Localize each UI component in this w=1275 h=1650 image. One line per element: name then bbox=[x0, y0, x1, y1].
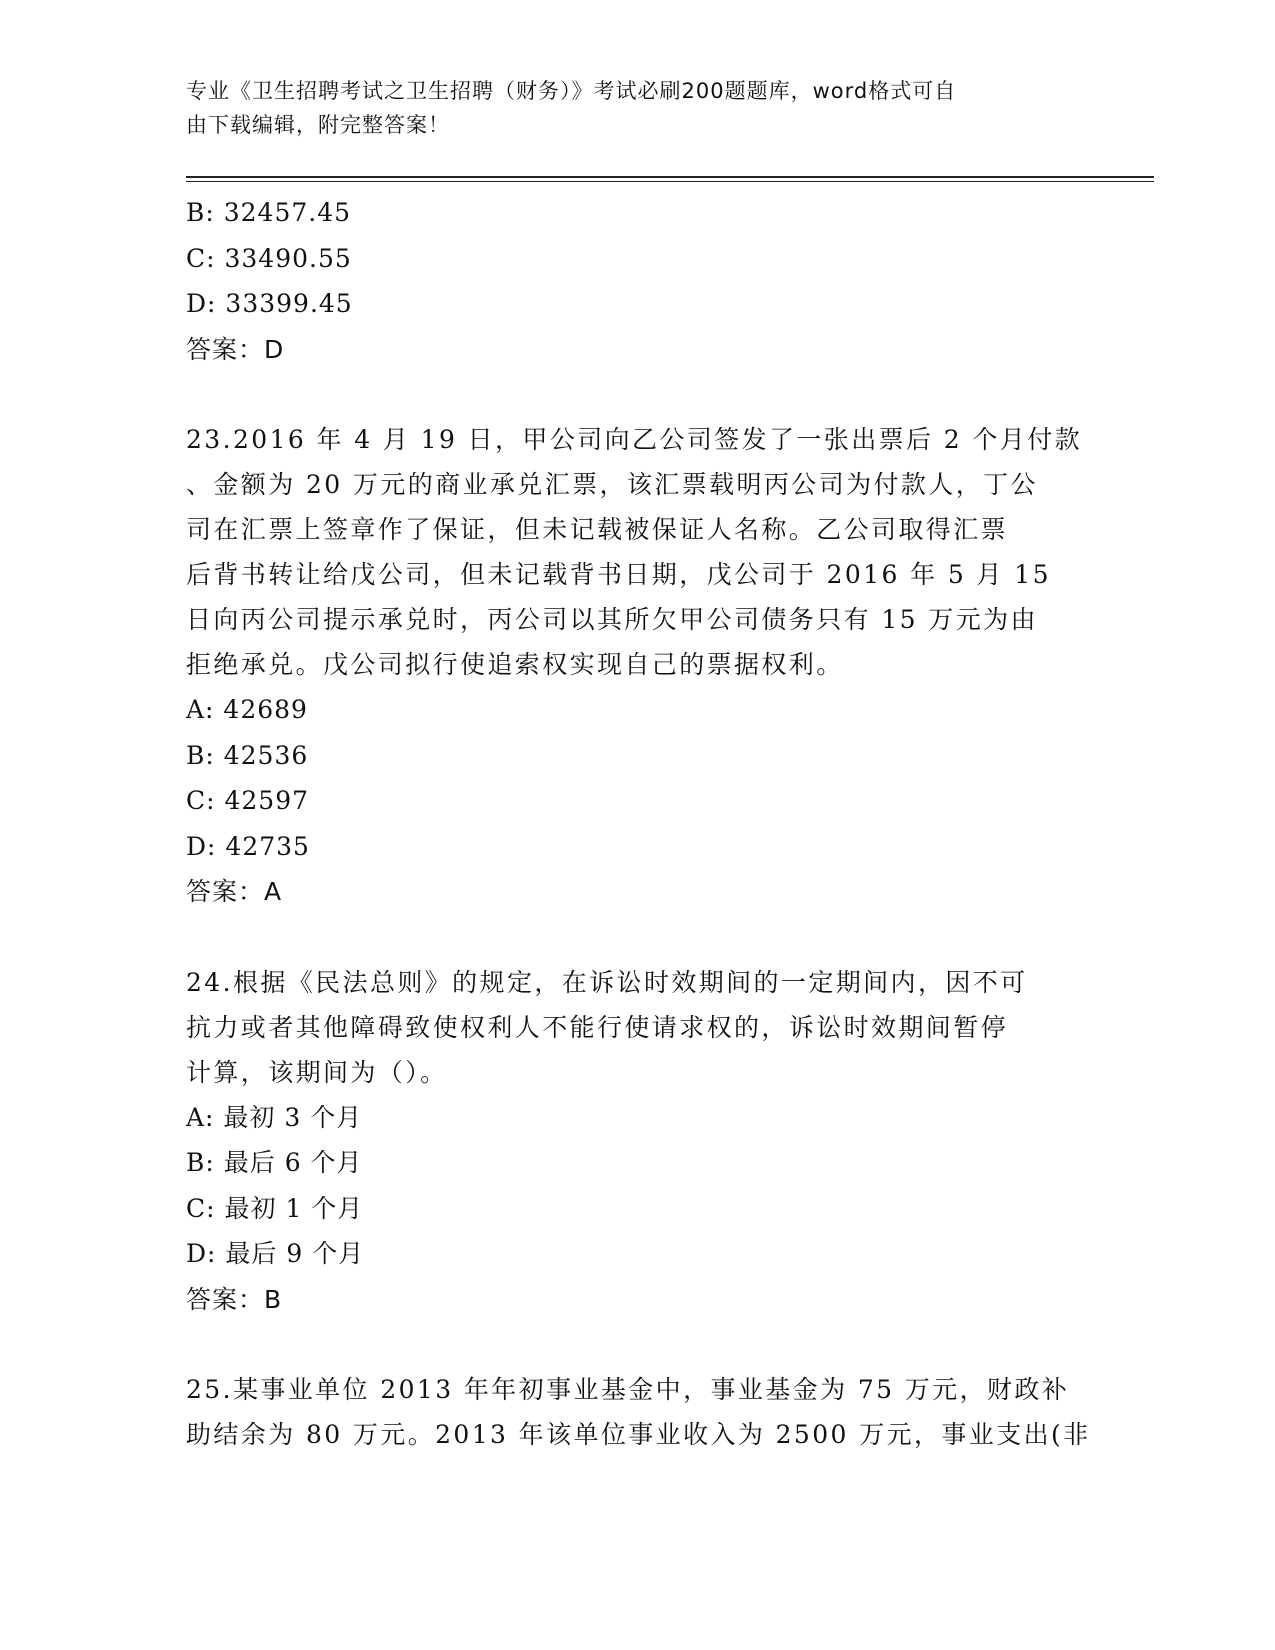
option-a: A: 最初 3 个月 bbox=[186, 1102, 363, 1132]
question-text-line: 25.某事业单位 2013 年年初事业基金中，事业基金为 75 万元，财政补 bbox=[186, 1375, 1070, 1404]
question-text-line: 日向丙公司提示承兑时，丙公司以其所欠甲公司债务只有 15 万元为由 bbox=[186, 605, 1038, 634]
question-24-block bbox=[186, 960, 1086, 1323]
option-d: D: 33399.45 bbox=[186, 289, 353, 318]
question-text-line: 司在汇票上签章作了保证，但未记载被保证人名称。乙公司取得汇票 bbox=[186, 515, 1009, 544]
option-d: D: 最后 9 个月 bbox=[186, 1239, 365, 1268]
document-body bbox=[186, 190, 1091, 1457]
option-c: C: 33490.55 bbox=[186, 243, 352, 273]
spacer bbox=[186, 1322, 1086, 1367]
question-text-line: 23.2016 年 4 月 19 日，甲公司向乙公司签发了一张出票后 2 个月付款 bbox=[186, 425, 1083, 454]
question-text-line: 拒绝承兑。戊公司拟行使追索权实现自己的票据权利。 bbox=[186, 650, 844, 679]
question-22-block bbox=[186, 190, 1086, 372]
page-header bbox=[186, 74, 1076, 142]
header-line-1: 专业《卫生招聘考试之卫生招聘（财务）》考试必刷200题题库，word格式可自 bbox=[186, 79, 957, 103]
option-d: D: 42735 bbox=[186, 831, 310, 861]
spacer bbox=[186, 915, 1086, 960]
option-b: B: 32457.45 bbox=[186, 198, 352, 227]
question-25-block bbox=[186, 1367, 1091, 1457]
answer-label: 答案：B bbox=[186, 1284, 283, 1314]
question-text-line: 助结余为 80 万元。2013 年该单位事业收入为 2500 万元，事业支出(非 bbox=[186, 1420, 1091, 1449]
option-a: A: 42689 bbox=[186, 695, 308, 724]
answer-label: 答案：D bbox=[186, 334, 285, 364]
header-rule-thick bbox=[186, 176, 1154, 178]
option-c: C: 42597 bbox=[186, 786, 310, 815]
option-b: B: 最后 6 个月 bbox=[186, 1148, 363, 1177]
question-23-block bbox=[186, 417, 1086, 915]
answer-label: 答案：A bbox=[186, 877, 283, 906]
spacer bbox=[186, 372, 1086, 417]
question-text-line: 、金额为 20 万元的商业承兑汇票，该汇票载明丙公司为付款人，丁公 bbox=[186, 470, 1038, 499]
header-rule-thin bbox=[186, 181, 1154, 182]
question-text-line: 24.根据《民法总则》的规定，在诉讼时效期间的一定期间内，因不可 bbox=[186, 967, 1028, 997]
question-text-line: 抗力或者其他障碍致使权利人不能行使请求权的，诉讼时效期间暂停 bbox=[186, 1012, 1009, 1042]
option-b: B: 42536 bbox=[186, 740, 309, 770]
header-line-2: 由下载编辑，附完整答案！ bbox=[186, 113, 450, 137]
option-c: C: 最初 1 个月 bbox=[186, 1193, 364, 1223]
question-text-line: 计算，该期间为（）。 bbox=[186, 1057, 448, 1087]
question-text-line: 后背书转让给戊公司，但未记载背书日期，戊公司于 2016 年 5 月 15 bbox=[186, 560, 1051, 589]
